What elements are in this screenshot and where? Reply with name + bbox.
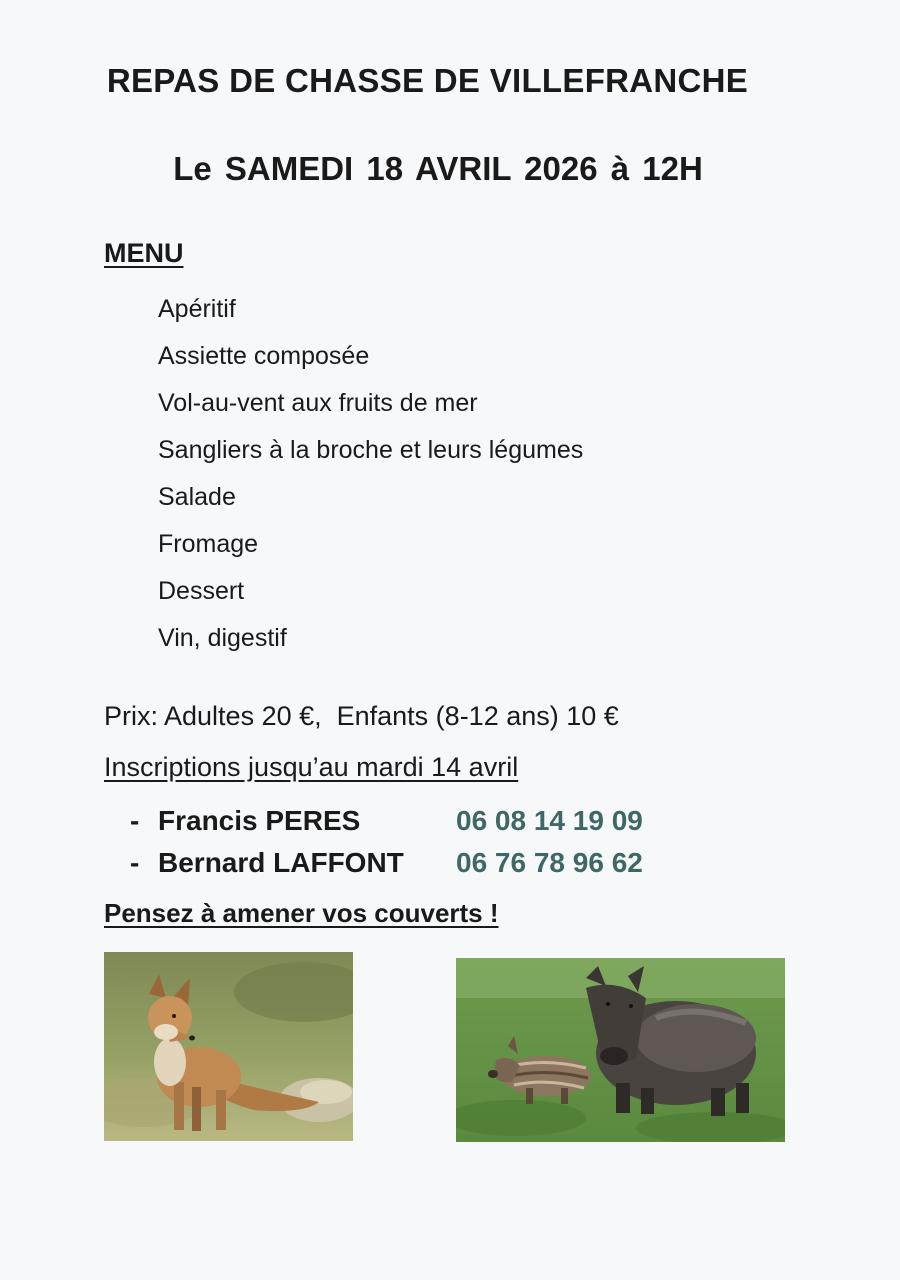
contact-row [130, 842, 643, 884]
menu-item: Dessert [158, 577, 245, 605]
menu-item: Assiette composée [158, 342, 370, 370]
menu-item: Fromage [158, 530, 259, 558]
menu-list [158, 292, 583, 668]
event-date: Le SAMEDI 18 AVRIL 2026 à 12H [173, 150, 703, 187]
contact-bullet: - [130, 805, 140, 836]
price-info: Prix: Adultes 20 €, Enfants (8-12 ans) 10 € [104, 701, 619, 731]
menu-item: Salade [158, 483, 236, 511]
cutlery-reminder: Pensez à amener vos couverts ! [104, 898, 499, 928]
fox-photo [104, 952, 353, 1141]
contact-phone: 06 08 14 19 09 [456, 805, 643, 836]
menu-item: Vin, digestif [158, 624, 287, 652]
contact-list [130, 800, 643, 884]
event-title: REPAS DE CHASSE DE VILLEFRANCHE [106, 62, 749, 99]
contact-phone: 06 76 78 96 62 [456, 847, 643, 878]
menu-heading: MENU [104, 238, 184, 268]
wild-boar-photo [456, 958, 785, 1142]
contact-row [130, 800, 643, 842]
menu-item: Apéritif [158, 295, 236, 323]
contact-name: Francis PERES [158, 805, 361, 836]
contact-name: Bernard LAFFONT [158, 847, 404, 878]
contact-bullet: - [130, 847, 140, 878]
menu-item: Sangliers à la broche et leurs légumes [158, 436, 584, 464]
menu-item: Vol-au-vent aux fruits de mer [158, 389, 478, 417]
registration-deadline: Inscriptions jusqu’au mardi 14 avril [104, 752, 519, 782]
